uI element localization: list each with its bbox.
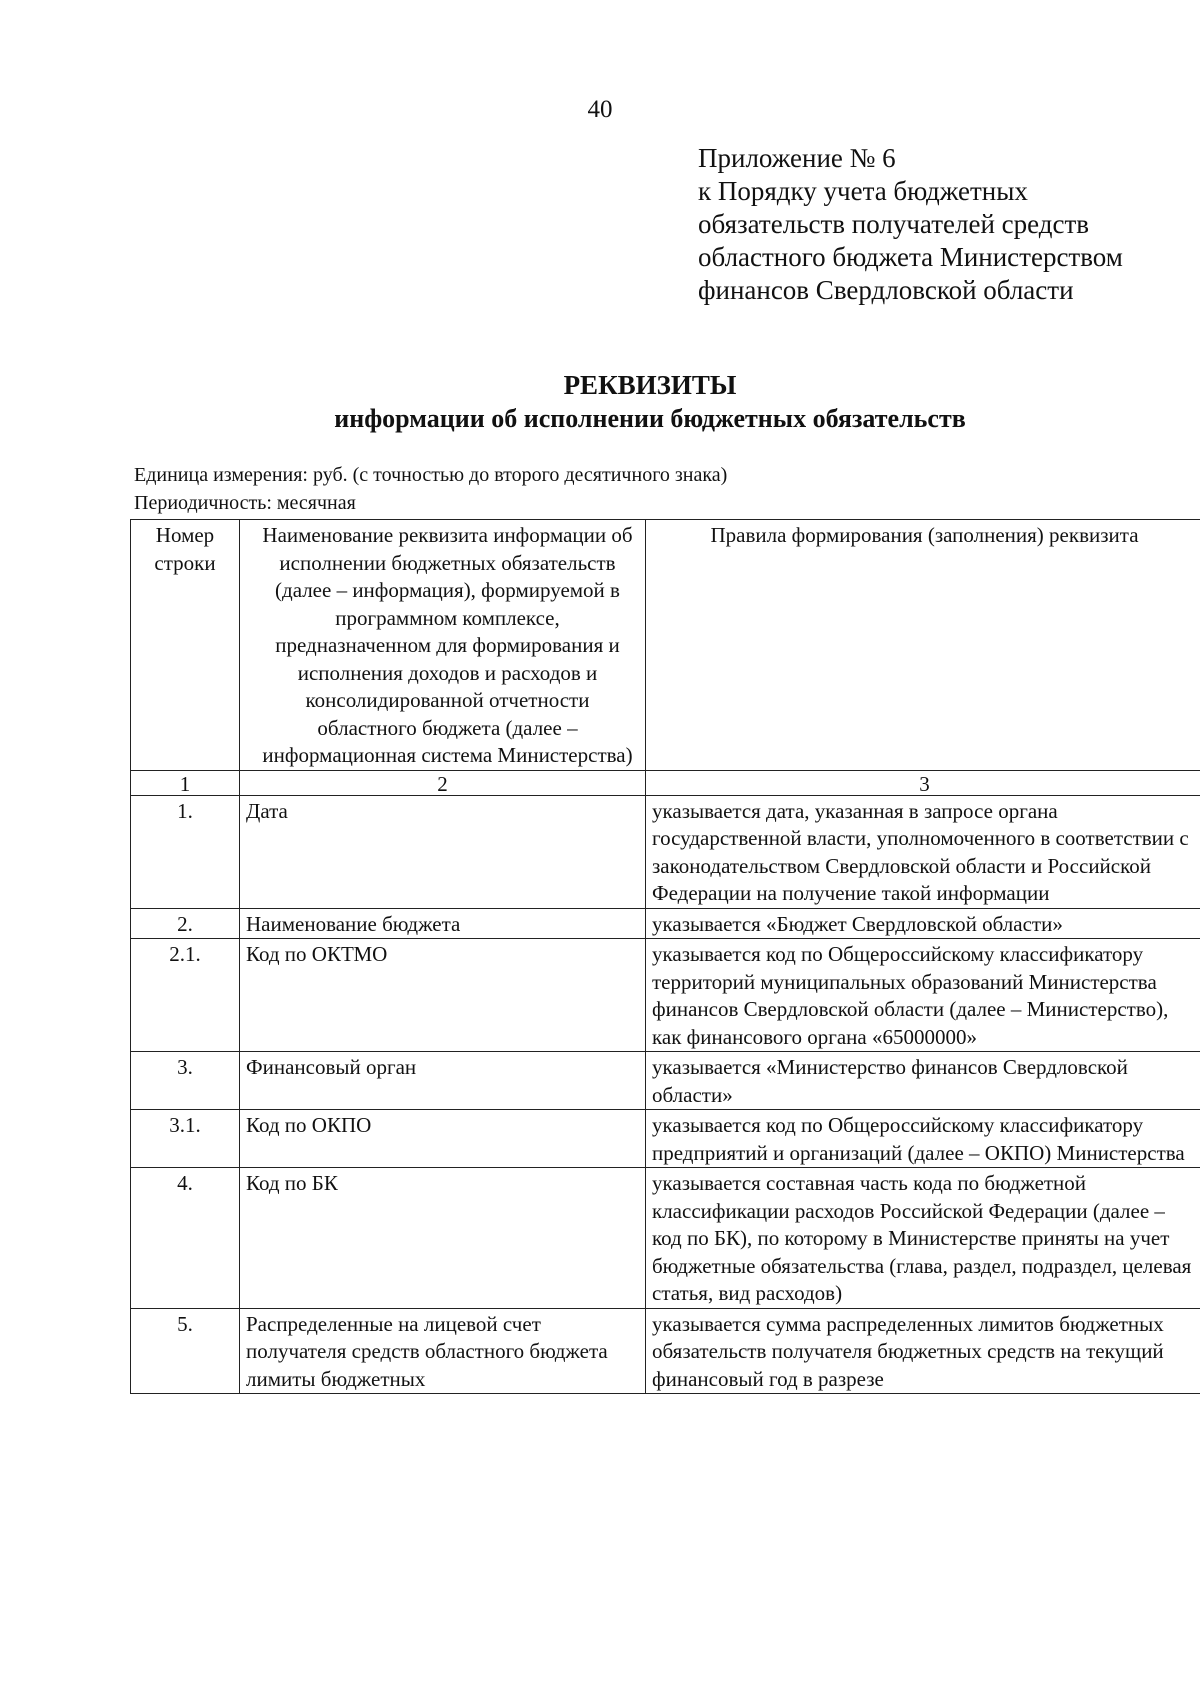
- column-number: 2: [240, 770, 646, 795]
- requisites-table: [130, 519, 1200, 1394]
- row-name: Код по БК: [240, 1168, 646, 1309]
- row-name: Финансовый орган: [240, 1052, 646, 1110]
- unit-of-measure: Единица измерения: руб. (с точностью до второго десятичного знака): [134, 464, 728, 486]
- row-rule: указывается код по Общероссийскому классификатору территорий муниципальных образований Министерства финансов Свердловской области (далее – Министерство), как финансового органа «65000000»: [646, 939, 1200, 1052]
- header-cell-number: Номер строки: [131, 520, 240, 771]
- row-number: 5.: [131, 1308, 240, 1394]
- row-number: 4.: [131, 1168, 240, 1309]
- table-row: [131, 939, 1200, 1052]
- table-row: [131, 795, 1200, 908]
- row-rule: указывается код по Общероссийскому классификатору предприятий и организаций (далее – ОКПО) Министерства: [646, 1110, 1200, 1168]
- document-subtitle: информации об исполнении бюджетных обязательств: [334, 404, 966, 433]
- appendix-line: к Порядку учета бюджетных: [698, 176, 1028, 206]
- row-name: Наименование бюджета: [240, 908, 646, 939]
- row-rule: указывается «Бюджет Свердловской области»: [646, 908, 1200, 939]
- appendix-line: обязательств получателей средств: [698, 209, 1090, 239]
- page-number: 40: [587, 96, 613, 123]
- table-row: [131, 908, 1200, 939]
- table-row: [131, 1168, 1200, 1309]
- periodicity: Периодичность: месячная: [134, 492, 356, 514]
- table-row: [131, 1052, 1200, 1110]
- document-title: РЕКВИЗИТЫ: [563, 370, 737, 400]
- table-row: [131, 1110, 1200, 1168]
- column-number: 1: [131, 770, 240, 795]
- row-number: 3.1.: [131, 1110, 240, 1168]
- column-number: 3: [646, 770, 1200, 795]
- row-name: Код по ОКПО: [240, 1110, 646, 1168]
- row-number: 1.: [131, 795, 240, 908]
- appendix-line: финансов Свердловской области: [698, 275, 1074, 305]
- row-name: Дата: [240, 795, 646, 908]
- row-rule: указывается дата, указанная в запросе органа государственной власти, уполномоченного в соответствии с законодательством Свердловской области и Российской Федерации на получение такой информации: [646, 795, 1200, 908]
- row-rule: указывается составная часть кода по бюджетной классификации расходов Российской Федерации (далее – код по БК), по которому в Министерстве приняты на учет бюджетные обязательства (глава, раздел, подраздел, целевая статья, вид расходов): [646, 1168, 1200, 1309]
- row-number: 3.: [131, 1052, 240, 1110]
- appendix-note: [698, 142, 1123, 307]
- table-row: [131, 1308, 1200, 1394]
- row-rule: указывается «Министерство финансов Свердловской области»: [646, 1052, 1200, 1110]
- appendix-line: областного бюджета Министерством: [698, 242, 1123, 272]
- row-number: 2.1.: [131, 939, 240, 1052]
- row-name: Код по ОКТМО: [240, 939, 646, 1052]
- row-name: Распределенные на лицевой счет получателя средств областного бюджета лимиты бюджетных: [240, 1308, 646, 1394]
- column-number-row: [131, 770, 1200, 795]
- appendix-line: Приложение № 6: [698, 143, 896, 173]
- table-header-row: [131, 520, 1200, 771]
- row-rule: указывается сумма распределенных лимитов бюджетных обязательств получателя бюджетных средств на текущий финансовый год в разрезе: [646, 1308, 1200, 1394]
- header-cell-rules: Правила формирования (заполнения) реквизита: [646, 520, 1200, 771]
- row-number: 2.: [131, 908, 240, 939]
- header-cell-name: Наименование реквизита информации об исполнении бюджетных обязательств (далее – информация), формируемой в программном комплексе, предназначенном для формирования и исполнения доходов и расходов и консолидированной отчетности областного бюджета (далее – информационная система Министерства): [240, 520, 646, 771]
